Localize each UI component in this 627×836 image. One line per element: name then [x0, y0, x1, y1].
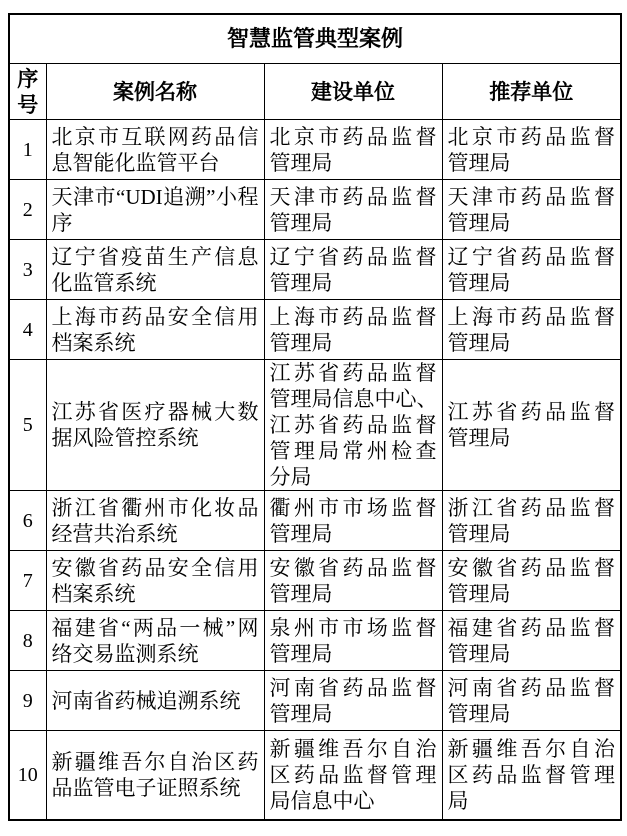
table-row [9, 240, 621, 300]
cell-builder-line: 管理局 [269, 641, 333, 666]
cell-builder-line: 管理局 [269, 330, 333, 355]
cell-builder-line: 分局 [269, 465, 312, 489]
cell-builder [264, 360, 442, 491]
column-header-recommender: 推荐单位 [442, 64, 621, 120]
cell-recommender-line: 管理局 [447, 426, 511, 450]
cell-recommender [442, 120, 621, 180]
cell-case-name-line: 浙江省衢州市化妆品 [51, 495, 259, 520]
cell-index: 4 [9, 300, 46, 360]
cell-case-name-line: 上海市药品安全信用 [51, 304, 259, 329]
table-row [9, 300, 621, 360]
cell-builder-line: 管理局 [269, 581, 333, 606]
cell-recommender [442, 180, 621, 240]
cell-builder-line: 新疆维吾尔自治 [269, 736, 437, 761]
column-header-case-name: 案例名称 [46, 64, 264, 120]
cell-index: 7 [9, 551, 46, 611]
cell-case-name [46, 551, 264, 611]
cell-case-name-line: 档案系统 [51, 330, 136, 355]
cell-case-name [46, 120, 264, 180]
cell-builder-line: 天津市药品监督 [269, 184, 437, 209]
cell-builder [264, 491, 442, 551]
cell-case-name-line: 河南省药械追溯系统 [51, 688, 241, 713]
cell-case-name [46, 360, 264, 491]
cell-recommender-line: 管理局 [447, 210, 511, 235]
cell-case-name [46, 180, 264, 240]
cell-builder-line: 辽宁省药品监督 [269, 244, 437, 269]
table-row [9, 731, 621, 820]
cell-builder [264, 551, 442, 611]
table-row [9, 611, 621, 671]
cell-builder [264, 180, 442, 240]
cell-case-name [46, 240, 264, 300]
cell-index: 9 [9, 671, 46, 731]
cell-recommender-line: 管理局 [447, 521, 511, 546]
cell-builder-line: 泉州市市场监督 [269, 615, 437, 640]
cell-recommender-line: 区药品监督管理 [447, 762, 616, 787]
cell-index: 6 [9, 491, 46, 551]
cell-recommender-line: 安徽省药品监督 [447, 555, 616, 580]
cell-case-name-line: 北京市互联网药品信 [51, 124, 259, 149]
cell-recommender [442, 240, 621, 300]
cell-recommender-line: 浙江省药品监督 [447, 495, 616, 520]
table-row [9, 671, 621, 731]
cell-builder-line: 管理局 [269, 210, 333, 235]
header-row [9, 64, 621, 120]
cell-builder-line: 衢州市市场监督 [269, 495, 437, 520]
cell-builder-line: 安徽省药品监督 [269, 555, 437, 580]
cell-builder-line: 江苏省药品监督 [269, 413, 437, 437]
cell-builder [264, 671, 442, 731]
table-row [9, 491, 621, 551]
column-header-index: 序号 [9, 64, 46, 120]
cell-builder-line: 管理局信息中心、 [269, 387, 438, 411]
cell-builder [264, 120, 442, 180]
cell-case-name-line: 安徽省药品安全信用 [51, 555, 259, 580]
cell-recommender-line: 管理局 [447, 701, 511, 726]
cell-recommender-line: 管理局 [447, 581, 511, 606]
cell-case-name-line: 天津市“UDI追溯”小程 [51, 184, 259, 209]
cell-case-name [46, 491, 264, 551]
cell-case-name [46, 731, 264, 820]
cell-index: 10 [9, 731, 46, 820]
cell-builder-line: 区药品监督管理 [269, 762, 437, 787]
cell-recommender-line: 局 [447, 788, 469, 813]
cell-index: 5 [9, 360, 46, 491]
table-row [9, 360, 621, 491]
column-header-builder: 建设单位 [264, 64, 442, 120]
table-title: 智慧监管典型案例 [9, 14, 621, 64]
cell-recommender-line: 管理局 [447, 150, 511, 175]
cell-recommender [442, 491, 621, 551]
cell-recommender [442, 671, 621, 731]
cell-recommender-line: 福建省药品监督 [447, 615, 616, 640]
cell-case-name [46, 300, 264, 360]
cell-case-name-line: 息智能化监管平台 [51, 150, 220, 175]
cell-case-name-line: 化监管系统 [51, 270, 157, 295]
cell-recommender-line: 管理局 [447, 330, 511, 355]
cell-recommender [442, 360, 621, 491]
cell-recommender [442, 551, 621, 611]
cell-builder-line: 上海市药品监督 [269, 304, 437, 329]
cell-index: 3 [9, 240, 46, 300]
title-row [9, 14, 621, 64]
cell-builder-line: 管理局常州检查 [269, 439, 437, 463]
cell-recommender-line: 新疆维吾尔自治 [447, 736, 616, 761]
cell-index: 1 [9, 120, 46, 180]
cell-case-name-line: 序 [51, 210, 73, 235]
cell-builder-line: 管理局 [269, 150, 333, 175]
cell-recommender [442, 300, 621, 360]
cell-case-name-line: 档案系统 [51, 581, 136, 606]
cell-builder-line: 管理局 [269, 701, 333, 726]
table-row [9, 180, 621, 240]
cell-recommender [442, 731, 621, 820]
cell-recommender-line: 天津市药品监督 [447, 184, 616, 209]
cell-case-name-line: 辽宁省疫苗生产信息 [51, 244, 259, 269]
cell-recommender-line: 管理局 [447, 270, 511, 295]
cell-case-name-line: 江苏省医疗器械大数 [51, 400, 259, 424]
cell-builder-line: 江苏省药品监督 [269, 361, 437, 385]
cases-table [8, 13, 622, 821]
cell-recommender-line: 北京市药品监督 [447, 124, 616, 149]
table-row [9, 551, 621, 611]
cell-case-name-line: 福建省“两品一械”网 [51, 615, 259, 640]
document-page [8, 13, 622, 821]
cell-index: 8 [9, 611, 46, 671]
cell-case-name [46, 611, 264, 671]
cell-case-name-line: 络交易监测系统 [51, 641, 199, 666]
cell-builder-line: 局信息中心 [269, 788, 375, 813]
cell-builder [264, 611, 442, 671]
cell-recommender-line: 上海市药品监督 [447, 304, 616, 329]
cell-case-name-line: 新疆维吾尔自治区药 [51, 749, 259, 774]
cell-recommender-line: 管理局 [447, 641, 511, 666]
cell-builder-line: 管理局 [269, 521, 333, 546]
cell-builder [264, 731, 442, 820]
cell-recommender-line: 江苏省药品监督 [447, 400, 616, 424]
cell-case-name-line: 品监管电子证照系统 [51, 775, 241, 800]
table-row [9, 120, 621, 180]
cell-index: 2 [9, 180, 46, 240]
cell-case-name [46, 671, 264, 731]
cell-builder-line: 管理局 [269, 270, 333, 295]
cell-recommender-line: 辽宁省药品监督 [447, 244, 616, 269]
cell-builder [264, 300, 442, 360]
cell-case-name-line: 据风险管控系统 [51, 426, 199, 450]
cell-recommender-line: 河南省药品监督 [447, 675, 616, 700]
cell-builder-line: 北京市药品监督 [269, 124, 437, 149]
cell-case-name-line: 经营共治系统 [51, 521, 178, 546]
cell-builder-line: 河南省药品监督 [269, 675, 437, 700]
cell-recommender [442, 611, 621, 671]
cell-builder [264, 240, 442, 300]
